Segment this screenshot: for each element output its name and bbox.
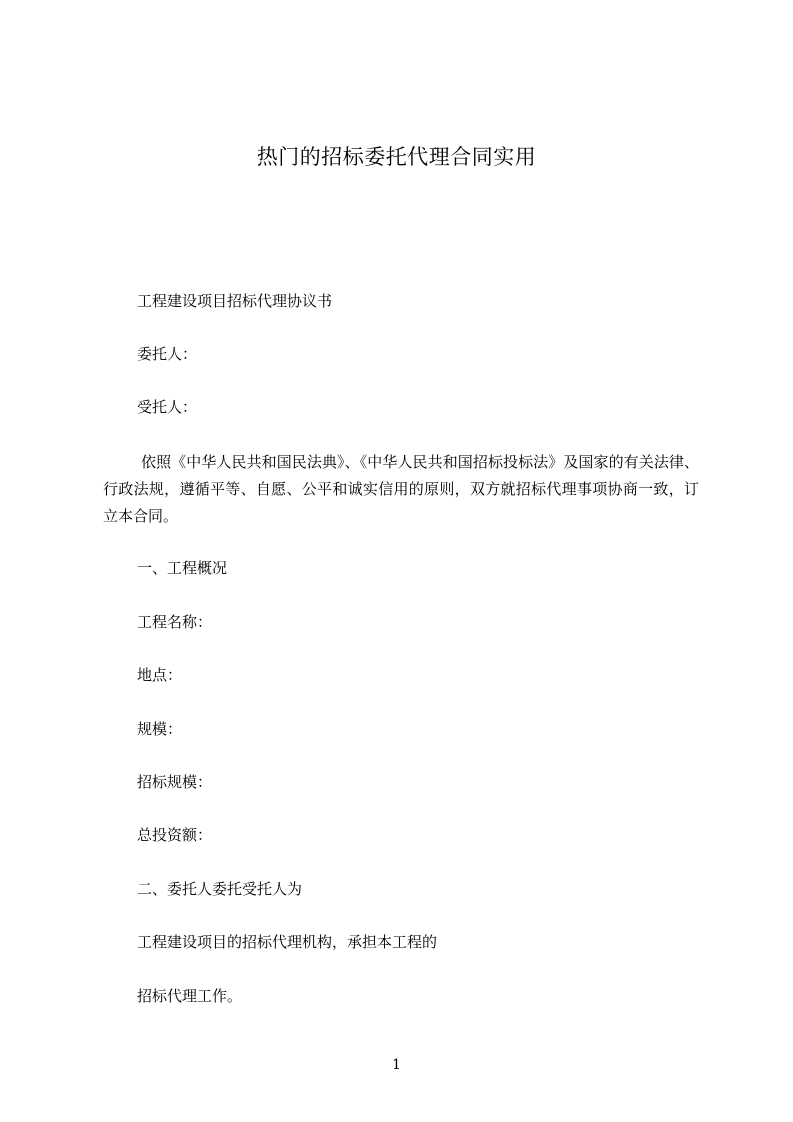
section-2-heading: 二、委托人委托受托人为 — [137, 880, 303, 898]
section-1-heading: 一、工程概况 — [137, 559, 228, 577]
total-investment-label: 总投资额： — [137, 826, 213, 844]
section-2-text-line-1: 工程建设项目的招标代理机构，承担本工程的 — [137, 933, 438, 951]
principal-label: 委托人： — [137, 345, 198, 363]
agreement-heading: 工程建设项目招标代理协议书 — [137, 292, 333, 310]
agent-label: 受托人： — [137, 398, 198, 416]
scale-label: 规模： — [137, 720, 183, 738]
project-name-label: 工程名称： — [137, 613, 213, 631]
page-number: 1 — [392, 1057, 401, 1073]
preamble-paragraph: 依照《中华人民共和国民法典》、《中华人民共和国招标投标法》及国家的有关法律、行政法规，遵循平等、自愿、公平和诚实信用的原则，双方就招标代理事项协商一致，订立本合同。 — [103, 453, 699, 525]
section-2-text-line-2: 招标代理工作。 — [137, 987, 243, 1005]
tender-scale-label: 招标规模： — [137, 773, 213, 791]
location-label: 地点： — [137, 666, 183, 684]
document-title: 热门的招标委托代理合同实用 — [256, 145, 537, 169]
